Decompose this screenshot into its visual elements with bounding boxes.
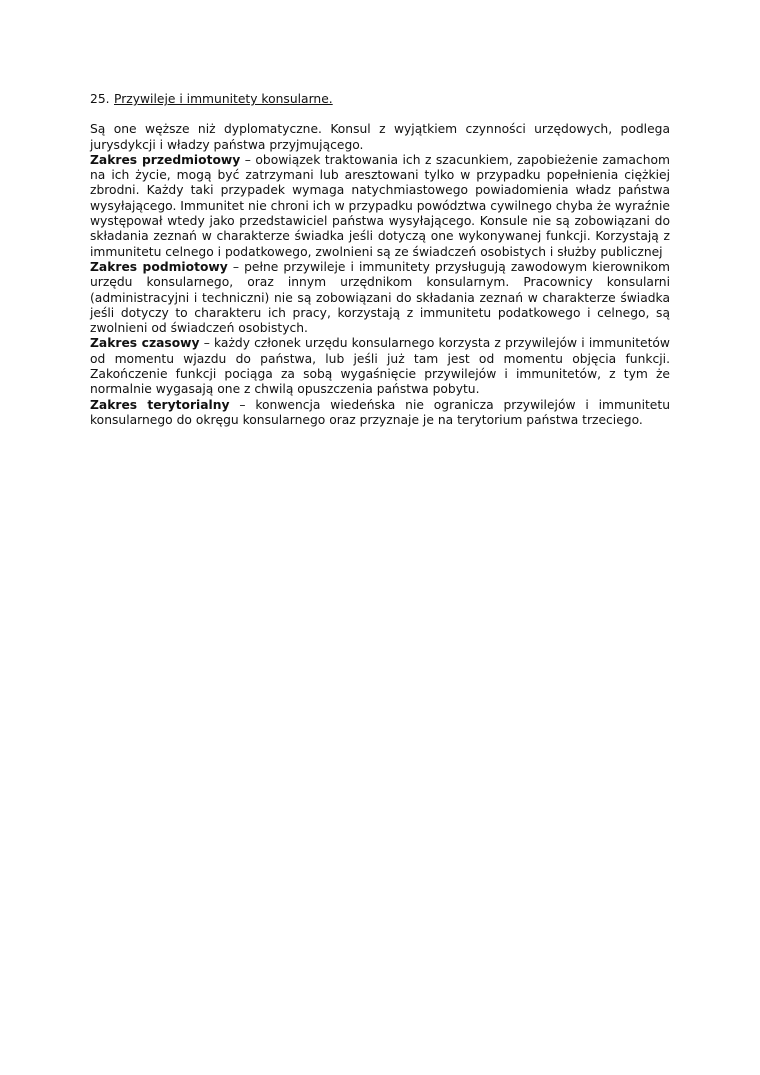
section-title: Przywileje i immunitety konsularne.: [114, 92, 333, 106]
term-zakres-czasowy: Zakres czasowy: [90, 336, 200, 351]
intro-paragraph: Są one węższe niż dyplomatyczne. Konsul z wyjątkiem czynności urzędowych, podlega jurysdykcji i władzy państwa przyjmującego.: [90, 122, 670, 152]
section-heading: [90, 92, 670, 107]
term-zakres-podmiotowy: Zakres podmiotowy: [90, 259, 228, 274]
paragraph-zakres-czasowy: [90, 336, 670, 397]
text-zakres-podmiotowy: – pełne przywileje i immunitety przysługują zawodowym kierownikom urzędu konsularnego, oraz innym urzędnikom konsularnym. Pracownicy konsularni (administracyjni i techniczni) nie są zobowiązani do składania zeznań w charakterze świadka jeśli dotyczy to charakteru ich pracy, korzystają z immunitetu podatkowego i celnego, są zwolnieni od świadczeń osobistych.: [90, 259, 670, 336]
term-zakres-terytorialny: Zakres terytorialny: [90, 397, 230, 412]
text-zakres-przedmiotowy: – obowiązek traktowania ich z szacunkiem, zapobieżenie zamachom na ich życie, mogą być zatrzymani lub aresztowani tylko w przypadku popełnienia ciężkiej zbrodni. Każdy taki przypadek wymaga natychmiastowego powiadomienia władz państwa wysyłającego. Immunitet nie chroni ich w przypadku powództwa cywilnego chyba że wyraźnie występował wtedy jako przedstawiciel państwa wysyłającego. Konsule nie są zobowiązani do składania zeznań w charakterze świadka jeśli dotyczą one wykonywanej funkcji. Korzystają z immunitetu celnego i podatkowego, zwolnieni są ze świadczeń osobistych i służby publicznej: [90, 152, 670, 259]
paragraph-zakres-przedmiotowy: [90, 153, 670, 260]
term-zakres-przedmiotowy: Zakres przedmiotowy: [90, 152, 241, 167]
paragraph-zakres-podmiotowy: [90, 260, 670, 336]
section-number: 25.: [90, 92, 110, 106]
paragraph-zakres-terytorialny: [90, 398, 670, 429]
text-zakres-czasowy: – każdy członek urzędu konsularnego korzysta z przywilejów i immunitetów od momentu wjazdu do państwa, lub jeśli już tam jest od momentu objęcia funkcji. Zakończenie funkcji pociąga za sobą wygaśnięcie przywilejów i immunitetów, z tym że normalnie wygasają one z chwilą opuszczenia państwa pobytu.: [90, 336, 670, 397]
document-body: [90, 92, 670, 428]
text-zakres-terytorialny: – konwencja wiedeńska nie ogranicza przywilejów i immunitetu konsularnego do okręgu konsularnego oraz przyznaje je na terytorium państwa trzeciego.: [90, 397, 670, 427]
